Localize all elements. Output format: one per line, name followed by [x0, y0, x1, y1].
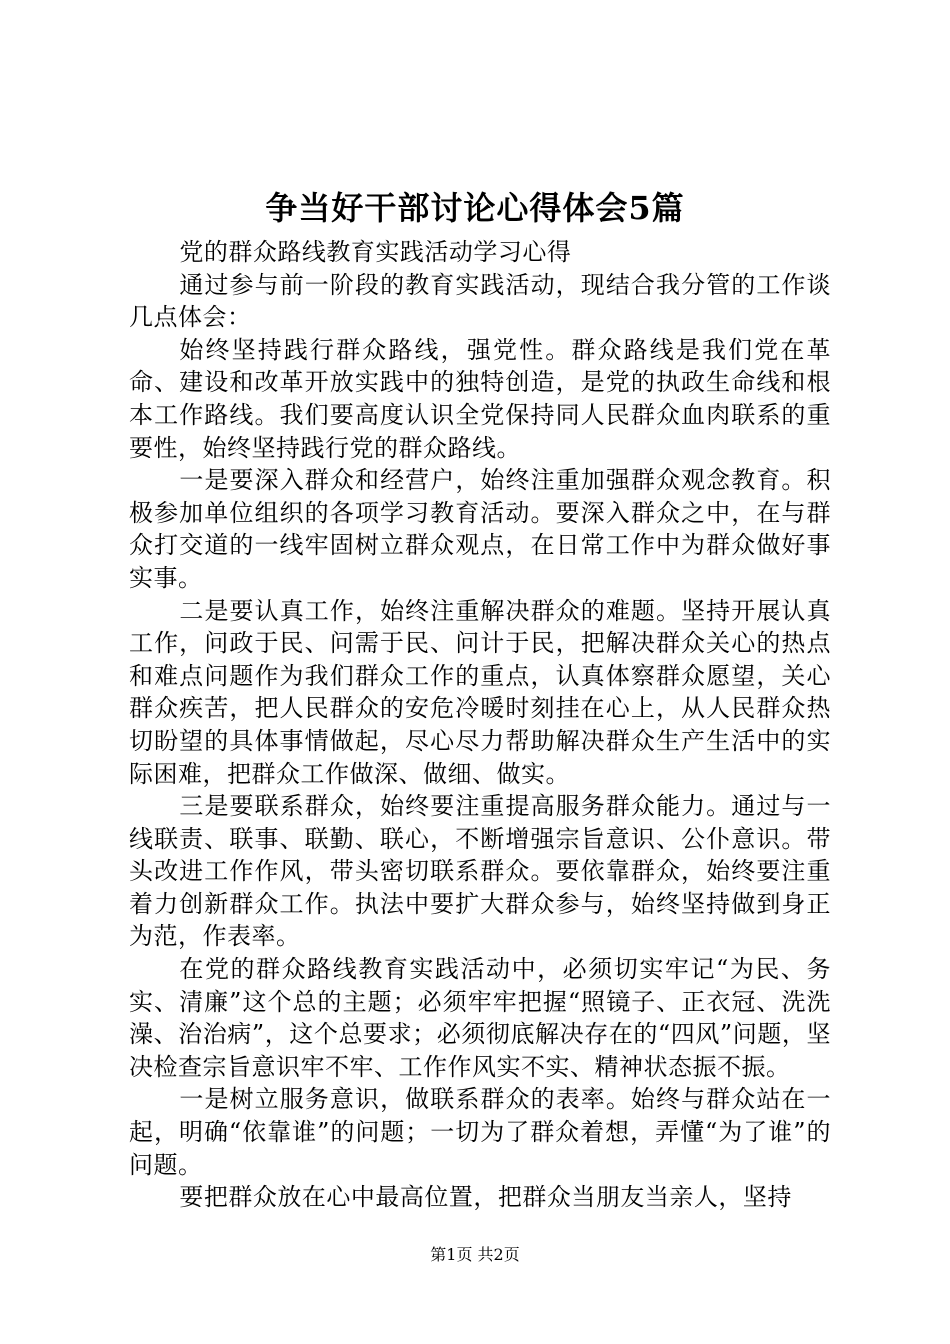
document-title: 争当好干部讨论心得体会5篇	[265, 189, 685, 227]
page-footer: 第1页 共2页	[430, 1245, 520, 1264]
paragraph: 一是树立服务意识，做联系群众的表率。始终与群众站在一起，明确“依靠谁”的问题；一切为了群众着想，弄懂“为了谁”的问题。	[129, 1085, 831, 1179]
paragraph: 二是要认真工作，始终注重解决群众的难题。坚持开展认真工作，问政于民、问需于民、问计于民，把解决群众关心的热点和难点问题作为我们群众工作的重点，认真体察群众愿望，关心群众疾苦，把人民群众的安危冷暖时刻挂在心上，从人民群众热切盼望的具体事情做起，尽心尽力帮助解决群众生产生活中的实际困难，把群众工作做深、做细、做实。	[129, 596, 831, 788]
paragraph: 通过参与前一阶段的教育实践活动，现结合我分管的工作谈几点体会：	[129, 270, 831, 332]
paragraph: 要把群众放在心中最高位置，把群众当朋友当亲人，坚持	[179, 1183, 792, 1212]
paragraph: 一是要深入群众和经营户，始终注重加强群众观念教育。积极参加单位组织的各项学习教育活动。要深入群众之中，在与群众打交道的一线牢固树立群众观点，在日常工作中为群众做好事实事。	[129, 466, 831, 592]
paragraph: 始终坚持践行群众路线，强党性。群众路线是我们党在革命、建设和改革开放实践中的独特创造，是党的执政生命线和根本工作路线。我们要高度认识全党保持同人民群众血肉联系的重要性，始终坚持践行党的群众路线。	[129, 335, 831, 462]
paragraph: 党的群众路线教育实践活动学习心得	[179, 238, 572, 266]
paragraph: 在党的群众路线教育实践活动中，必须切实牢记“为民、务实、清廉”这个总的主题；必须牢牢把握“照镜子、正衣冠、洗洗澡、治治病”，这个总要求；必须彻底解决存在的“四风”问题，坚决检查宗旨意识牢不牢、工作作风实不实、精神状态振不振。	[129, 955, 831, 1081]
paragraph: 三是要联系群众，始终要注重提高服务群众能力。通过与一线联责、联事、联勤、联心，不断增强宗旨意识、公仆意识。带头改进工作作风，带头密切联系群众。要依靠群众，始终要注重着力创新群众工作。执法中要扩大群众参与，始终坚持做到身正为范，作表率。	[129, 792, 831, 951]
document-body	[129, 236, 831, 1214]
